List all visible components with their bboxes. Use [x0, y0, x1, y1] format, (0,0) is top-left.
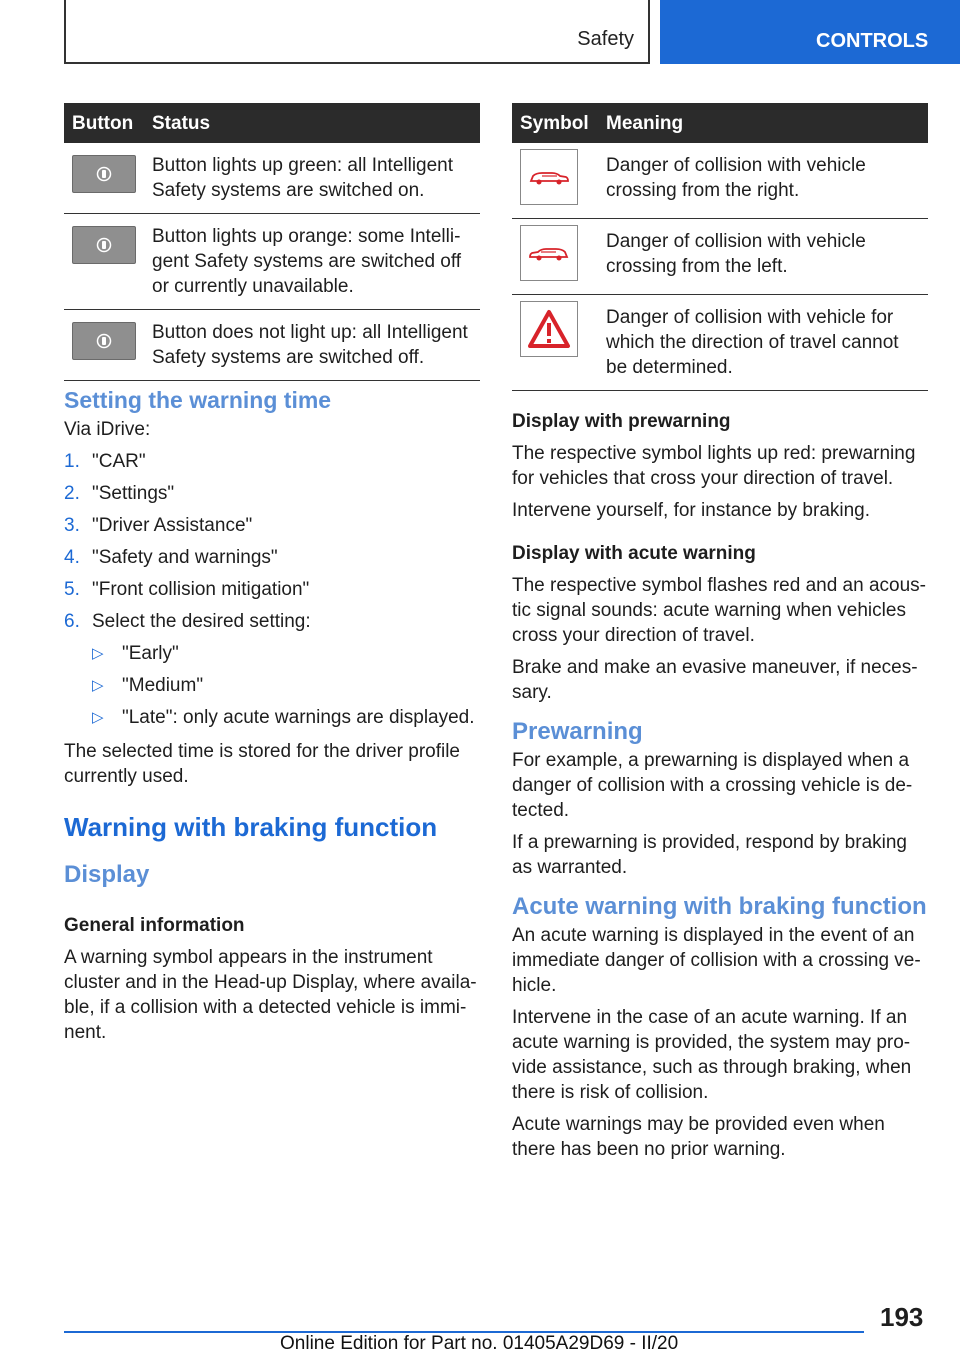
list-item: 2. "Settings" — [64, 483, 175, 504]
acute-display-text: Brake and make an evasive maneuver, if neces-sary. — [512, 657, 918, 703]
list-item: 3. "Driver Assistance" — [64, 515, 253, 536]
table-header-meaning: Meaning — [598, 103, 928, 143]
intelligent-safety-button-icon — [72, 322, 136, 360]
button-status-table — [64, 103, 480, 381]
header-chapter-tab[interactable]: CONTROLS — [660, 0, 960, 64]
header-section-box — [64, 0, 650, 64]
list-item: 5. "Front collision mitigation" — [64, 579, 310, 600]
triangle-bullet-icon: ▷ — [92, 709, 104, 726]
table-header-status: Status — [144, 103, 480, 143]
steps-list — [64, 449, 482, 641]
list-item: ▷ "Late": only acute warnings are displayed. — [92, 707, 475, 728]
table-row — [512, 143, 928, 218]
table-header-symbol: Symbol — [512, 103, 598, 143]
left-column — [64, 388, 482, 1052]
prewarning-text: For example, a prewarning is displayed when a danger of collision with a crossing vehicle is de-tected. — [512, 750, 913, 821]
general-info-heading: General information — [64, 915, 245, 936]
meaning-text: Danger of collision with vehicle crossing from the left. — [598, 218, 928, 294]
list-item: 1. "CAR" — [64, 451, 146, 472]
warning-triangle-icon — [520, 301, 578, 357]
table-row — [512, 294, 928, 390]
symbol-meaning-table — [512, 103, 928, 391]
acute-display-text: The respective symbol flashes red and an acous-tic signal sounds: acute warning when vehicles cross your direction of travel. — [512, 575, 926, 646]
setting-options-list — [64, 641, 482, 737]
status-text: Button lights up green: all Intelligent Safety systems are switched on. — [144, 143, 480, 214]
prewarning-display-heading: Display with prewarning — [512, 411, 731, 432]
acute-warning-text: Intervene in the case of an acute warning. If an acute warning is provided, the system may pro-vide assistance, such as through braking, when there is risk of collision. — [512, 1007, 912, 1103]
page-number: 193 — [880, 1302, 924, 1332]
warning-time-heading: Setting the warning time — [64, 387, 332, 413]
table-row — [512, 218, 928, 294]
car-crossing-right-icon — [520, 149, 578, 205]
prewarning-heading: Prewarning — [512, 718, 643, 745]
list-item: 6. Select the desired setting: — [64, 611, 311, 632]
right-column — [512, 409, 930, 1169]
intelligent-safety-button-icon — [72, 155, 136, 193]
prewarning-text: If a prewarning is provided, respond by braking as warranted. — [512, 832, 908, 878]
meaning-text: Danger of collision with vehicle crossing from the right. — [598, 143, 928, 218]
status-text: Button does not light up: all Intelligent Safety systems are switched off. — [144, 310, 480, 381]
general-info-text: A warning symbol appears in the instrument cluster and in the Head-up Display, where availa-ble, if a collision with a detected vehicle is immi-nent. — [64, 947, 477, 1043]
triangle-bullet-icon: ▷ — [92, 677, 104, 694]
intelligent-safety-button-icon — [72, 226, 136, 264]
acute-display-heading: Display with acute warning — [512, 543, 756, 564]
table-header-button: Button — [64, 103, 144, 143]
list-item: ▷ "Early" — [92, 643, 179, 664]
list-item: ▷ "Medium" — [92, 675, 204, 696]
stored-note: The selected time is stored for the driver profile currently used. — [64, 741, 461, 787]
header-section-title: Safety — [577, 28, 634, 50]
list-item: 4. "Safety and warnings" — [64, 547, 278, 568]
table-row — [64, 214, 480, 310]
acute-warning-text: An acute warning is displayed in the event of an immediate danger of collision with a crossing ve-hicle. — [512, 925, 921, 996]
acute-warning-heading: Acute warning with braking function — [512, 893, 927, 920]
car-crossing-left-icon — [520, 225, 578, 281]
prewarning-display-text: The respective symbol lights up red: prewarning for vehicles that cross your direction of travel. — [512, 443, 916, 489]
status-text: Button lights up orange: some Intelli-gent Safety systems are switched off or currently unavailable. — [144, 214, 480, 310]
edition-footer: Online Edition for Part no. 01405A29D69 - II/20 — [280, 1333, 679, 1354]
acute-warning-text: Acute warnings may be provided even when there has been no prior warning. — [512, 1114, 885, 1160]
braking-heading: Warning with braking function — [64, 812, 438, 842]
table-row — [64, 143, 480, 214]
table-row — [64, 310, 480, 381]
display-heading: Display — [64, 861, 150, 888]
meaning-text: Danger of collision with vehicle for which the direction of travel cannot be determined. — [598, 294, 928, 390]
prewarning-display-text: Intervene yourself, for instance by braking. — [512, 500, 871, 521]
via-idrive-text: Via iDrive: — [64, 419, 151, 440]
triangle-bullet-icon: ▷ — [92, 645, 104, 662]
